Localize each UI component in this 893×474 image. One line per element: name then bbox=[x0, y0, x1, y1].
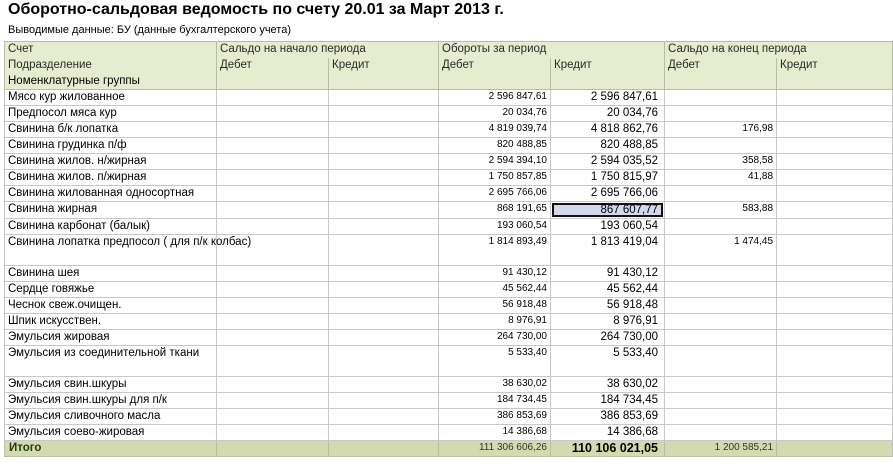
header-turnover: Обороты за период bbox=[439, 42, 665, 58]
row-name[interactable]: Свинина жилованная односортная bbox=[5, 186, 217, 202]
opening-debit-cell[interactable] bbox=[217, 154, 329, 170]
opening-credit-cell[interactable] bbox=[329, 219, 439, 235]
table-row[interactable] bbox=[5, 90, 893, 106]
turnover-credit-cell[interactable]: 8 976,91 bbox=[551, 314, 665, 330]
turnover-debit-cell[interactable]: 4 819 039,74 bbox=[439, 122, 551, 138]
opening-credit-cell[interactable] bbox=[329, 346, 439, 377]
closing-credit-cell[interactable] bbox=[777, 330, 893, 346]
turnover-debit-cell[interactable]: 2 695 766,06 bbox=[439, 186, 551, 202]
balance-sheet-table bbox=[4, 41, 893, 457]
closing-debit-cell[interactable] bbox=[665, 298, 777, 314]
closing-debit-cell[interactable] bbox=[665, 282, 777, 298]
closing-debit-cell[interactable] bbox=[665, 90, 777, 106]
closing-credit-cell[interactable] bbox=[777, 377, 893, 393]
opening-debit-cell[interactable] bbox=[217, 393, 329, 409]
turnover-debit-cell[interactable]: 264 730,00 bbox=[439, 330, 551, 346]
header-row-subdivision bbox=[5, 58, 893, 74]
closing-credit-cell[interactable] bbox=[777, 154, 893, 170]
closing-debit-cell[interactable]: 176,98 bbox=[665, 122, 777, 138]
turnover-debit-cell[interactable]: 5 533,40 bbox=[439, 346, 551, 377]
total-opening-credit bbox=[329, 441, 439, 457]
closing-credit-cell[interactable] bbox=[777, 106, 893, 122]
turnover-debit-cell[interactable]: 193 060,54 bbox=[439, 219, 551, 235]
closing-credit-cell[interactable] bbox=[777, 219, 893, 235]
closing-debit-cell[interactable] bbox=[665, 409, 777, 425]
closing-debit-cell[interactable] bbox=[665, 393, 777, 409]
turnover-credit-cell[interactable]: 264 730,00 bbox=[551, 330, 665, 346]
turnover-credit-cell[interactable]: 2 695 766,06 bbox=[551, 186, 665, 202]
opening-debit-cell[interactable] bbox=[217, 138, 329, 154]
closing-credit-cell[interactable] bbox=[777, 138, 893, 154]
opening-debit-cell[interactable] bbox=[217, 186, 329, 202]
closing-debit-cell[interactable]: 583,88 bbox=[665, 202, 777, 219]
opening-credit-cell[interactable] bbox=[329, 154, 439, 170]
turnover-credit-cell[interactable]: 14 386,68 bbox=[551, 425, 665, 441]
turnover-credit-cell[interactable]: 820 488,85 bbox=[551, 138, 665, 154]
table-row[interactable] bbox=[5, 138, 893, 154]
row-name[interactable]: Свинина жилов. н/жирная bbox=[5, 154, 217, 170]
opening-debit-cell[interactable] bbox=[217, 219, 329, 235]
total-closing-credit bbox=[777, 441, 893, 457]
opening-debit-cell[interactable] bbox=[217, 106, 329, 122]
total-opening-debit bbox=[217, 441, 329, 457]
turnover-debit-cell[interactable]: 45 562,44 bbox=[439, 282, 551, 298]
opening-credit-cell[interactable] bbox=[329, 186, 439, 202]
opening-credit-cell[interactable] bbox=[329, 138, 439, 154]
closing-debit-cell[interactable] bbox=[665, 377, 777, 393]
turnover-debit-cell[interactable]: 20 034,76 bbox=[439, 106, 551, 122]
opening-debit-cell[interactable] bbox=[217, 330, 329, 346]
report-subtitle: Выводимые данные: БУ (данные бухгалтерского учета) bbox=[8, 24, 291, 36]
closing-debit-cell[interactable] bbox=[665, 186, 777, 202]
table-row[interactable] bbox=[5, 409, 893, 425]
turnover-credit-cell[interactable]: 38 630,02 bbox=[551, 377, 665, 393]
row-name[interactable]: Чеснок свеж.очищен. bbox=[5, 298, 217, 314]
closing-credit-cell[interactable] bbox=[777, 409, 893, 425]
closing-credit-cell[interactable] bbox=[777, 282, 893, 298]
opening-credit-cell[interactable] bbox=[329, 106, 439, 122]
opening-credit-cell[interactable] bbox=[329, 170, 439, 186]
closing-credit-cell[interactable] bbox=[777, 186, 893, 202]
table-row[interactable] bbox=[5, 330, 893, 346]
header-closing-balance: Сальдо на конец периода bbox=[665, 42, 893, 58]
opening-credit-cell[interactable] bbox=[329, 298, 439, 314]
total-turnover-debit: 111 306 606,26 bbox=[439, 441, 551, 457]
opening-credit-cell[interactable] bbox=[329, 122, 439, 138]
opening-credit-cell[interactable] bbox=[329, 314, 439, 330]
table-row[interactable] bbox=[5, 186, 893, 202]
table-row[interactable] bbox=[5, 282, 893, 298]
closing-debit-cell[interactable] bbox=[665, 425, 777, 441]
header-account: Счет bbox=[5, 42, 217, 58]
opening-credit-cell[interactable] bbox=[329, 409, 439, 425]
turnover-debit-cell[interactable]: 8 976,91 bbox=[439, 314, 551, 330]
total-closing-debit: 1 200 585,21 bbox=[665, 441, 777, 457]
opening-debit-cell[interactable] bbox=[217, 314, 329, 330]
turnover-debit-cell[interactable]: 91 430,12 bbox=[439, 266, 551, 282]
row-name[interactable]: Эмульсия сливочного масла bbox=[5, 409, 217, 425]
table-row[interactable] bbox=[5, 235, 893, 266]
table-row[interactable] bbox=[5, 170, 893, 186]
row-name[interactable]: Свинина шея bbox=[5, 266, 217, 282]
table-row[interactable] bbox=[5, 266, 893, 282]
turnover-credit-cell[interactable]: 4 818 862,76 bbox=[551, 122, 665, 138]
row-name[interactable]: Эмульсия свин.шкуры для п/к bbox=[5, 393, 217, 409]
row-name[interactable]: Предпосол мяса кур bbox=[5, 106, 217, 122]
table-row[interactable] bbox=[5, 106, 893, 122]
turnover-debit-cell[interactable]: 14 386,68 bbox=[439, 425, 551, 441]
turnover-credit-cell-selected[interactable] bbox=[551, 202, 665, 219]
row-name[interactable]: Эмульсия свин.шкуры bbox=[5, 377, 217, 393]
opening-credit-cell[interactable] bbox=[329, 282, 439, 298]
row-name[interactable]: Свинина жилов. п/жирная bbox=[5, 170, 217, 186]
opening-credit-cell[interactable] bbox=[329, 330, 439, 346]
turnover-credit-cell[interactable]: 193 060,54 bbox=[551, 219, 665, 235]
row-name[interactable]: Эмульсия из соединительной ткани bbox=[5, 346, 217, 377]
closing-debit-cell[interactable] bbox=[665, 266, 777, 282]
opening-credit-cell[interactable] bbox=[329, 202, 439, 219]
opening-credit-cell[interactable] bbox=[329, 235, 439, 266]
closing-credit-cell[interactable] bbox=[777, 202, 893, 219]
row-name[interactable]: Эмульсия жировая bbox=[5, 330, 217, 346]
turnover-debit-cell[interactable]: 1 814 893,49 bbox=[439, 235, 551, 266]
table-row[interactable] bbox=[5, 314, 893, 330]
turnover-credit-cell[interactable]: 2 594 035,52 bbox=[551, 154, 665, 170]
closing-debit-cell[interactable] bbox=[665, 314, 777, 330]
row-name[interactable]: Свинина жирная bbox=[5, 202, 217, 219]
closing-credit-cell[interactable] bbox=[777, 266, 893, 282]
report-title: Оборотно-сальдовая ведомость по счету 20.01 за Март 2013 г. bbox=[8, 1, 504, 18]
closing-debit-cell[interactable]: 1 474,45 bbox=[665, 235, 777, 266]
turnover-debit-cell[interactable]: 184 734,45 bbox=[439, 393, 551, 409]
total-turnover-credit: 110 106 021,05 bbox=[551, 441, 665, 457]
closing-credit-cell[interactable] bbox=[777, 425, 893, 441]
opening-debit-cell[interactable] bbox=[217, 377, 329, 393]
total-label: Итого bbox=[5, 441, 217, 457]
turnover-credit-cell[interactable]: 45 562,44 bbox=[551, 282, 665, 298]
row-name[interactable]: Свинина карбонат (балык) bbox=[5, 219, 217, 235]
closing-debit-cell[interactable] bbox=[665, 330, 777, 346]
turnover-debit-cell[interactable]: 2 596 847,61 bbox=[439, 90, 551, 106]
closing-debit-cell[interactable] bbox=[665, 106, 777, 122]
row-name[interactable]: Мясо кур жилованное bbox=[5, 90, 217, 106]
turnover-credit-cell[interactable]: 56 918,48 bbox=[551, 298, 665, 314]
turnover-credit-cell[interactable]: 2 596 847,61 bbox=[551, 90, 665, 106]
opening-credit-cell[interactable] bbox=[329, 425, 439, 441]
closing-debit-cell[interactable]: 41,88 bbox=[665, 170, 777, 186]
opening-debit-cell[interactable] bbox=[217, 122, 329, 138]
opening-debit-cell[interactable] bbox=[217, 409, 329, 425]
row-name[interactable]: Шпик искусствен. bbox=[5, 314, 217, 330]
row-name[interactable]: Сердце говяжье bbox=[5, 282, 217, 298]
closing-credit-cell[interactable] bbox=[777, 90, 893, 106]
header-opening-credit: Кредит bbox=[329, 58, 439, 74]
header-closing-credit: Кредит bbox=[777, 58, 893, 74]
opening-credit-cell[interactable] bbox=[329, 90, 439, 106]
opening-credit-cell[interactable] bbox=[329, 266, 439, 282]
header-opening-debit: Дебет bbox=[217, 58, 329, 74]
row-name[interactable]: Свинина б/к лопатка bbox=[5, 122, 217, 138]
closing-debit-cell[interactable] bbox=[665, 346, 777, 377]
header-closing-debit: Дебет bbox=[665, 58, 777, 74]
turnover-credit-cell[interactable]: 184 734,45 bbox=[551, 393, 665, 409]
closing-credit-cell[interactable] bbox=[777, 393, 893, 409]
turnover-debit-cell[interactable]: 1 750 857,85 bbox=[439, 170, 551, 186]
turnover-debit-cell[interactable]: 56 918,48 bbox=[439, 298, 551, 314]
header-turnover-debit: Дебет bbox=[439, 58, 551, 74]
closing-debit-cell[interactable]: 358,58 bbox=[665, 154, 777, 170]
turnover-debit-cell[interactable]: 386 853,69 bbox=[439, 409, 551, 425]
header-row-account bbox=[5, 42, 893, 58]
table-row[interactable] bbox=[5, 154, 893, 170]
turnover-credit-cell[interactable]: 5 533,40 bbox=[551, 346, 665, 377]
opening-debit-cell[interactable] bbox=[217, 170, 329, 186]
turnover-credit-cell[interactable]: 91 430,12 bbox=[551, 266, 665, 282]
row-name[interactable]: Свинина грудинка п/ф bbox=[5, 138, 217, 154]
opening-debit-cell[interactable] bbox=[217, 282, 329, 298]
opening-debit-cell[interactable] bbox=[217, 346, 329, 377]
table-row[interactable] bbox=[5, 298, 893, 314]
closing-debit-cell[interactable] bbox=[665, 138, 777, 154]
opening-credit-cell[interactable] bbox=[329, 377, 439, 393]
turnover-credit-cell[interactable]: 1 813 419,04 bbox=[551, 235, 665, 266]
opening-debit-cell[interactable] bbox=[217, 425, 329, 441]
turnover-debit-cell[interactable]: 868 191,65 bbox=[439, 202, 551, 219]
closing-credit-cell[interactable] bbox=[777, 314, 893, 330]
header-turnover-credit: Кредит bbox=[551, 58, 665, 74]
table-row[interactable] bbox=[5, 346, 893, 377]
table-row[interactable] bbox=[5, 122, 893, 138]
turnover-credit-cell[interactable]: 20 034,76 bbox=[551, 106, 665, 122]
header-subdivision: Подразделение bbox=[5, 58, 217, 74]
selected-cell-value[interactable]: 867 607,77 bbox=[552, 203, 663, 217]
table-row[interactable] bbox=[5, 393, 893, 409]
closing-credit-cell[interactable] bbox=[777, 346, 893, 377]
closing-debit-cell[interactable] bbox=[665, 219, 777, 235]
opening-debit-cell[interactable] bbox=[217, 202, 329, 219]
opening-debit-cell[interactable] bbox=[217, 298, 329, 314]
total-row bbox=[5, 441, 893, 457]
opening-debit-cell[interactable] bbox=[217, 90, 329, 106]
turnover-debit-cell[interactable]: 820 488,85 bbox=[439, 138, 551, 154]
turnover-debit-cell[interactable]: 2 594 394,10 bbox=[439, 154, 551, 170]
turnover-credit-cell[interactable]: 386 853,69 bbox=[551, 409, 665, 425]
opening-debit-cell[interactable] bbox=[217, 266, 329, 282]
table-row[interactable] bbox=[5, 425, 893, 441]
table-row[interactable] bbox=[5, 219, 893, 235]
row-name[interactable]: Эмульсия соево-жировая bbox=[5, 425, 217, 441]
closing-credit-cell[interactable] bbox=[777, 122, 893, 138]
closing-credit-cell[interactable] bbox=[777, 170, 893, 186]
header-nomenclature-groups: Номенклатурные группы bbox=[5, 74, 217, 90]
table-row[interactable] bbox=[5, 202, 893, 219]
opening-credit-cell[interactable] bbox=[329, 393, 439, 409]
header-opening-balance: Сальдо на начало периода bbox=[217, 42, 439, 58]
closing-credit-cell[interactable] bbox=[777, 235, 893, 266]
header-row-groups bbox=[5, 74, 893, 90]
row-name[interactable]: Свинина лопатка предпосол ( для п/к колбас) bbox=[5, 235, 217, 266]
turnover-debit-cell[interactable]: 38 630,02 bbox=[439, 377, 551, 393]
table-row[interactable] bbox=[5, 377, 893, 393]
closing-credit-cell[interactable] bbox=[777, 298, 893, 314]
turnover-credit-cell[interactable]: 1 750 815,97 bbox=[551, 170, 665, 186]
